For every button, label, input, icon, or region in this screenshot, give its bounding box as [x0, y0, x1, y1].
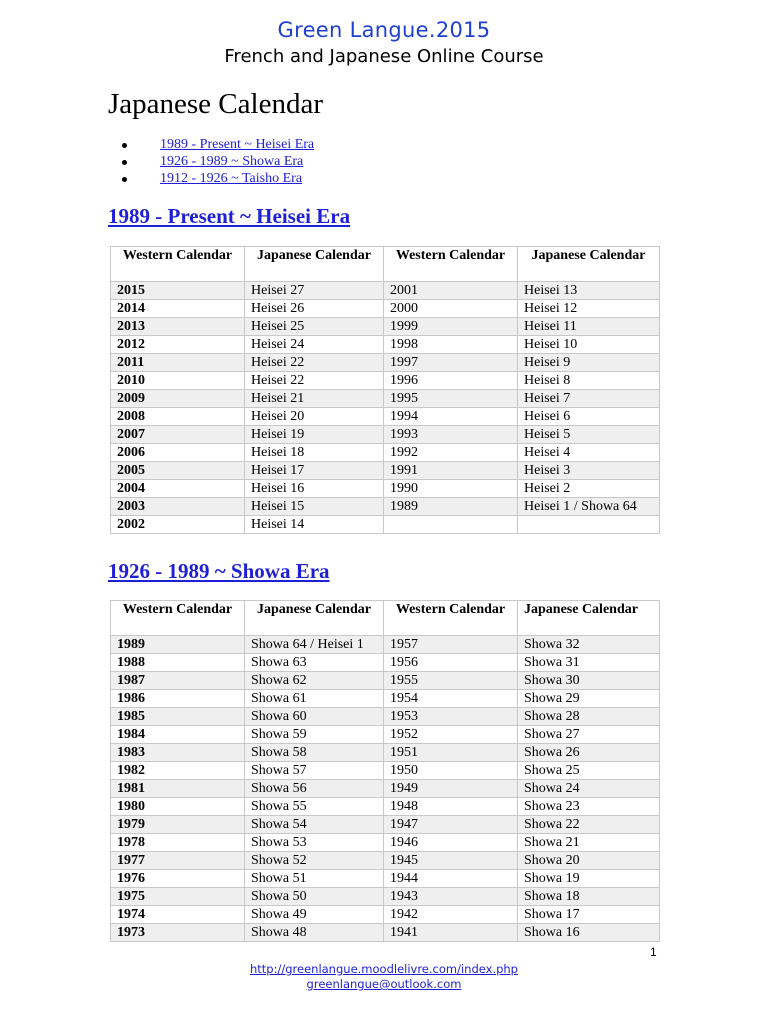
western-year-cell: 1995	[384, 390, 518, 408]
western-year-cell: 2007	[111, 426, 245, 444]
western-year-cell: 1992	[384, 444, 518, 462]
table-row	[111, 834, 660, 852]
table-row	[111, 444, 660, 462]
table-row	[111, 690, 660, 708]
japanese-year-cell: Heisei 15	[245, 498, 384, 516]
column-header: Western Calendar	[111, 601, 245, 636]
japanese-year-cell: Showa 22	[518, 816, 660, 834]
western-year-cell: 1983	[111, 744, 245, 762]
western-year-cell: 1989	[384, 498, 518, 516]
japanese-year-cell: Heisei 8	[518, 372, 660, 390]
table-row	[111, 462, 660, 480]
section-heading-heisei[interactable]: 1989 - Present ~ Heisei Era	[108, 204, 351, 228]
japanese-year-cell: Showa 52	[245, 852, 384, 870]
western-year-cell: 1944	[384, 870, 518, 888]
table-row	[111, 390, 660, 408]
japanese-year-cell: Showa 25	[518, 762, 660, 780]
japanese-year-cell: Showa 17	[518, 906, 660, 924]
japanese-year-cell: Showa 30	[518, 672, 660, 690]
toc-item	[108, 170, 314, 187]
japanese-year-cell: Showa 16	[518, 924, 660, 942]
table-row	[111, 354, 660, 372]
japanese-year-cell: Heisei 14	[245, 516, 384, 534]
japanese-year-cell: Heisei 22	[245, 372, 384, 390]
western-year-cell: 1943	[384, 888, 518, 906]
western-year-cell: 1945	[384, 852, 518, 870]
page-title: Japanese Calendar	[108, 88, 323, 120]
japanese-year-cell: Heisei 26	[245, 300, 384, 318]
column-header: Japanese Calendar	[245, 601, 384, 636]
western-year-cell: 1978	[111, 834, 245, 852]
japanese-year-cell: Showa 32	[518, 636, 660, 654]
table-row	[111, 426, 660, 444]
table-row	[111, 282, 660, 300]
western-year-cell: 2002	[111, 516, 245, 534]
japanese-year-cell: Heisei 19	[245, 426, 384, 444]
japanese-year-cell: Heisei 12	[518, 300, 660, 318]
western-year-cell: 1955	[384, 672, 518, 690]
japanese-year-cell: Showa 63	[245, 654, 384, 672]
western-year-cell: 1982	[111, 762, 245, 780]
japanese-year-cell: Heisei 1 / Showa 64	[518, 498, 660, 516]
japanese-year-cell: Showa 59	[245, 726, 384, 744]
page-number: 1	[650, 945, 657, 959]
column-header: Japanese Calendar	[518, 247, 660, 282]
western-year-cell: 1976	[111, 870, 245, 888]
toc-link-heisei[interactable]: 1989 - Present ~ Heisei Era	[160, 137, 315, 152]
japanese-year-cell: Heisei 10	[518, 336, 660, 354]
japanese-year-cell: Showa 18	[518, 888, 660, 906]
japanese-year-cell: Showa 56	[245, 780, 384, 798]
japanese-year-cell: Showa 57	[245, 762, 384, 780]
table-row	[111, 336, 660, 354]
japanese-year-cell: Heisei 9	[518, 354, 660, 372]
table-row	[111, 708, 660, 726]
japanese-year-cell: Showa 61	[245, 690, 384, 708]
western-year-cell: 1953	[384, 708, 518, 726]
table-row	[111, 480, 660, 498]
western-year-cell: 2005	[111, 462, 245, 480]
table-row	[111, 906, 660, 924]
western-year-cell: 2012	[111, 336, 245, 354]
japanese-year-cell: Heisei 13	[518, 282, 660, 300]
table-row	[111, 726, 660, 744]
table-row	[111, 672, 660, 690]
western-year-cell: 1994	[384, 408, 518, 426]
western-year-cell: 1997	[384, 354, 518, 372]
table-row	[111, 816, 660, 834]
japanese-year-cell: Showa 23	[518, 798, 660, 816]
western-year-cell: 1957	[384, 636, 518, 654]
western-year-cell: 1948	[384, 798, 518, 816]
table-header-row	[111, 247, 660, 282]
western-year-cell: 1993	[384, 426, 518, 444]
japanese-year-cell: Heisei 27	[245, 282, 384, 300]
western-year-cell: 1947	[384, 816, 518, 834]
japanese-year-cell	[518, 516, 660, 534]
western-year-cell: 1980	[111, 798, 245, 816]
japanese-year-cell: Showa 54	[245, 816, 384, 834]
western-year-cell: 1984	[111, 726, 245, 744]
japanese-year-cell: Showa 28	[518, 708, 660, 726]
table-row	[111, 744, 660, 762]
japanese-year-cell: Showa 29	[518, 690, 660, 708]
table-row	[111, 780, 660, 798]
japanese-year-cell: Heisei 7	[518, 390, 660, 408]
table-row	[111, 762, 660, 780]
toc-link-taisho[interactable]: 1912 - 1926 ~ Taisho Era	[160, 171, 303, 186]
western-year-cell: 1951	[384, 744, 518, 762]
japanese-year-cell: Showa 51	[245, 870, 384, 888]
japanese-year-cell: Showa 24	[518, 780, 660, 798]
western-year-cell: 1996	[384, 372, 518, 390]
western-year-cell: 2006	[111, 444, 245, 462]
japanese-year-cell: Showa 58	[245, 744, 384, 762]
western-year-cell: 1986	[111, 690, 245, 708]
japanese-year-cell: Heisei 20	[245, 408, 384, 426]
japanese-year-cell: Heisei 6	[518, 408, 660, 426]
table-header-row	[111, 601, 660, 636]
footer-email-link[interactable]: greenlangue@outlook.com	[306, 977, 462, 991]
western-year-cell: 1977	[111, 852, 245, 870]
table-row	[111, 300, 660, 318]
western-year-cell: 2014	[111, 300, 245, 318]
toc-link-showa[interactable]: 1926 - 1989 ~ Showa Era	[160, 154, 304, 169]
western-year-cell: 2015	[111, 282, 245, 300]
table-row	[111, 516, 660, 534]
table-row	[111, 924, 660, 942]
japanese-year-cell: Showa 26	[518, 744, 660, 762]
japanese-year-cell: Showa 31	[518, 654, 660, 672]
column-header: Japanese Calendar	[245, 247, 384, 282]
heisei-calendar-table	[110, 246, 660, 534]
column-header: Japanese Calendar	[518, 601, 660, 636]
brand-title: Green Langue.2015	[277, 18, 491, 42]
western-year-cell: 1991	[384, 462, 518, 480]
japanese-year-cell: Heisei 17	[245, 462, 384, 480]
western-year-cell: 1954	[384, 690, 518, 708]
table-row	[111, 870, 660, 888]
japanese-year-cell: Showa 21	[518, 834, 660, 852]
japanese-year-cell: Heisei 18	[245, 444, 384, 462]
western-year-cell: 2008	[111, 408, 245, 426]
toc-item	[108, 136, 314, 153]
western-year-cell: 2009	[111, 390, 245, 408]
toc-item	[108, 153, 314, 170]
table-row	[111, 798, 660, 816]
western-year-cell: 1949	[384, 780, 518, 798]
japanese-year-cell: Showa 27	[518, 726, 660, 744]
western-year-cell: 1990	[384, 480, 518, 498]
table-row	[111, 318, 660, 336]
table-row	[111, 408, 660, 426]
western-year-cell: 1941	[384, 924, 518, 942]
western-year-cell: 2010	[111, 372, 245, 390]
western-year-cell: 2013	[111, 318, 245, 336]
japanese-year-cell: Heisei 21	[245, 390, 384, 408]
western-year-cell: 2004	[111, 480, 245, 498]
showa-calendar-table	[110, 600, 660, 942]
japanese-year-cell: Heisei 16	[245, 480, 384, 498]
table-row	[111, 372, 660, 390]
table-row	[111, 498, 660, 516]
japanese-year-cell: Showa 19	[518, 870, 660, 888]
japanese-year-cell: Heisei 2	[518, 480, 660, 498]
western-year-cell: 1942	[384, 906, 518, 924]
japanese-year-cell: Showa 49	[245, 906, 384, 924]
western-year-cell: 1950	[384, 762, 518, 780]
japanese-year-cell: Heisei 22	[245, 354, 384, 372]
western-year-cell: 1952	[384, 726, 518, 744]
table-row	[111, 888, 660, 906]
western-year-cell: 1974	[111, 906, 245, 924]
western-year-cell: 2001	[384, 282, 518, 300]
table-row	[111, 636, 660, 654]
column-header: Western Calendar	[384, 247, 518, 282]
japanese-year-cell: Showa 53	[245, 834, 384, 852]
table-row	[111, 654, 660, 672]
japanese-year-cell: Showa 55	[245, 798, 384, 816]
western-year-cell: 1999	[384, 318, 518, 336]
japanese-year-cell: Showa 62	[245, 672, 384, 690]
western-year-cell: 1956	[384, 654, 518, 672]
japanese-year-cell: Showa 60	[245, 708, 384, 726]
japanese-year-cell: Showa 50	[245, 888, 384, 906]
western-year-cell: 1989	[111, 636, 245, 654]
japanese-year-cell: Showa 64 / Heisei 1	[245, 636, 384, 654]
japanese-year-cell: Heisei 5	[518, 426, 660, 444]
course-subtitle: French and Japanese Online Course	[224, 46, 544, 67]
section-heading-showa[interactable]: 1926 - 1989 ~ Showa Era	[108, 559, 330, 583]
western-year-cell: 1946	[384, 834, 518, 852]
table-of-contents	[108, 136, 314, 187]
western-year-cell: 1987	[111, 672, 245, 690]
western-year-cell: 1998	[384, 336, 518, 354]
japanese-year-cell: Heisei 24	[245, 336, 384, 354]
western-year-cell: 1975	[111, 888, 245, 906]
footer	[0, 962, 768, 992]
western-year-cell: 1973	[111, 924, 245, 942]
western-year-cell: 1979	[111, 816, 245, 834]
japanese-year-cell: Showa 48	[245, 924, 384, 942]
column-header: Western Calendar	[384, 601, 518, 636]
western-year-cell: 1988	[111, 654, 245, 672]
japanese-year-cell: Showa 20	[518, 852, 660, 870]
footer-url-link[interactable]: http://greenlangue.moodlelivre.com/index.php	[250, 962, 518, 976]
japanese-year-cell: Heisei 4	[518, 444, 660, 462]
japanese-year-cell: Heisei 25	[245, 318, 384, 336]
western-year-cell: 2011	[111, 354, 245, 372]
western-year-cell: 1981	[111, 780, 245, 798]
western-year-cell: 1985	[111, 708, 245, 726]
table-row	[111, 852, 660, 870]
column-header: Western Calendar	[111, 247, 245, 282]
japanese-year-cell: Heisei 3	[518, 462, 660, 480]
western-year-cell: 2003	[111, 498, 245, 516]
western-year-cell: 2000	[384, 300, 518, 318]
western-year-cell	[384, 516, 518, 534]
japanese-year-cell: Heisei 11	[518, 318, 660, 336]
